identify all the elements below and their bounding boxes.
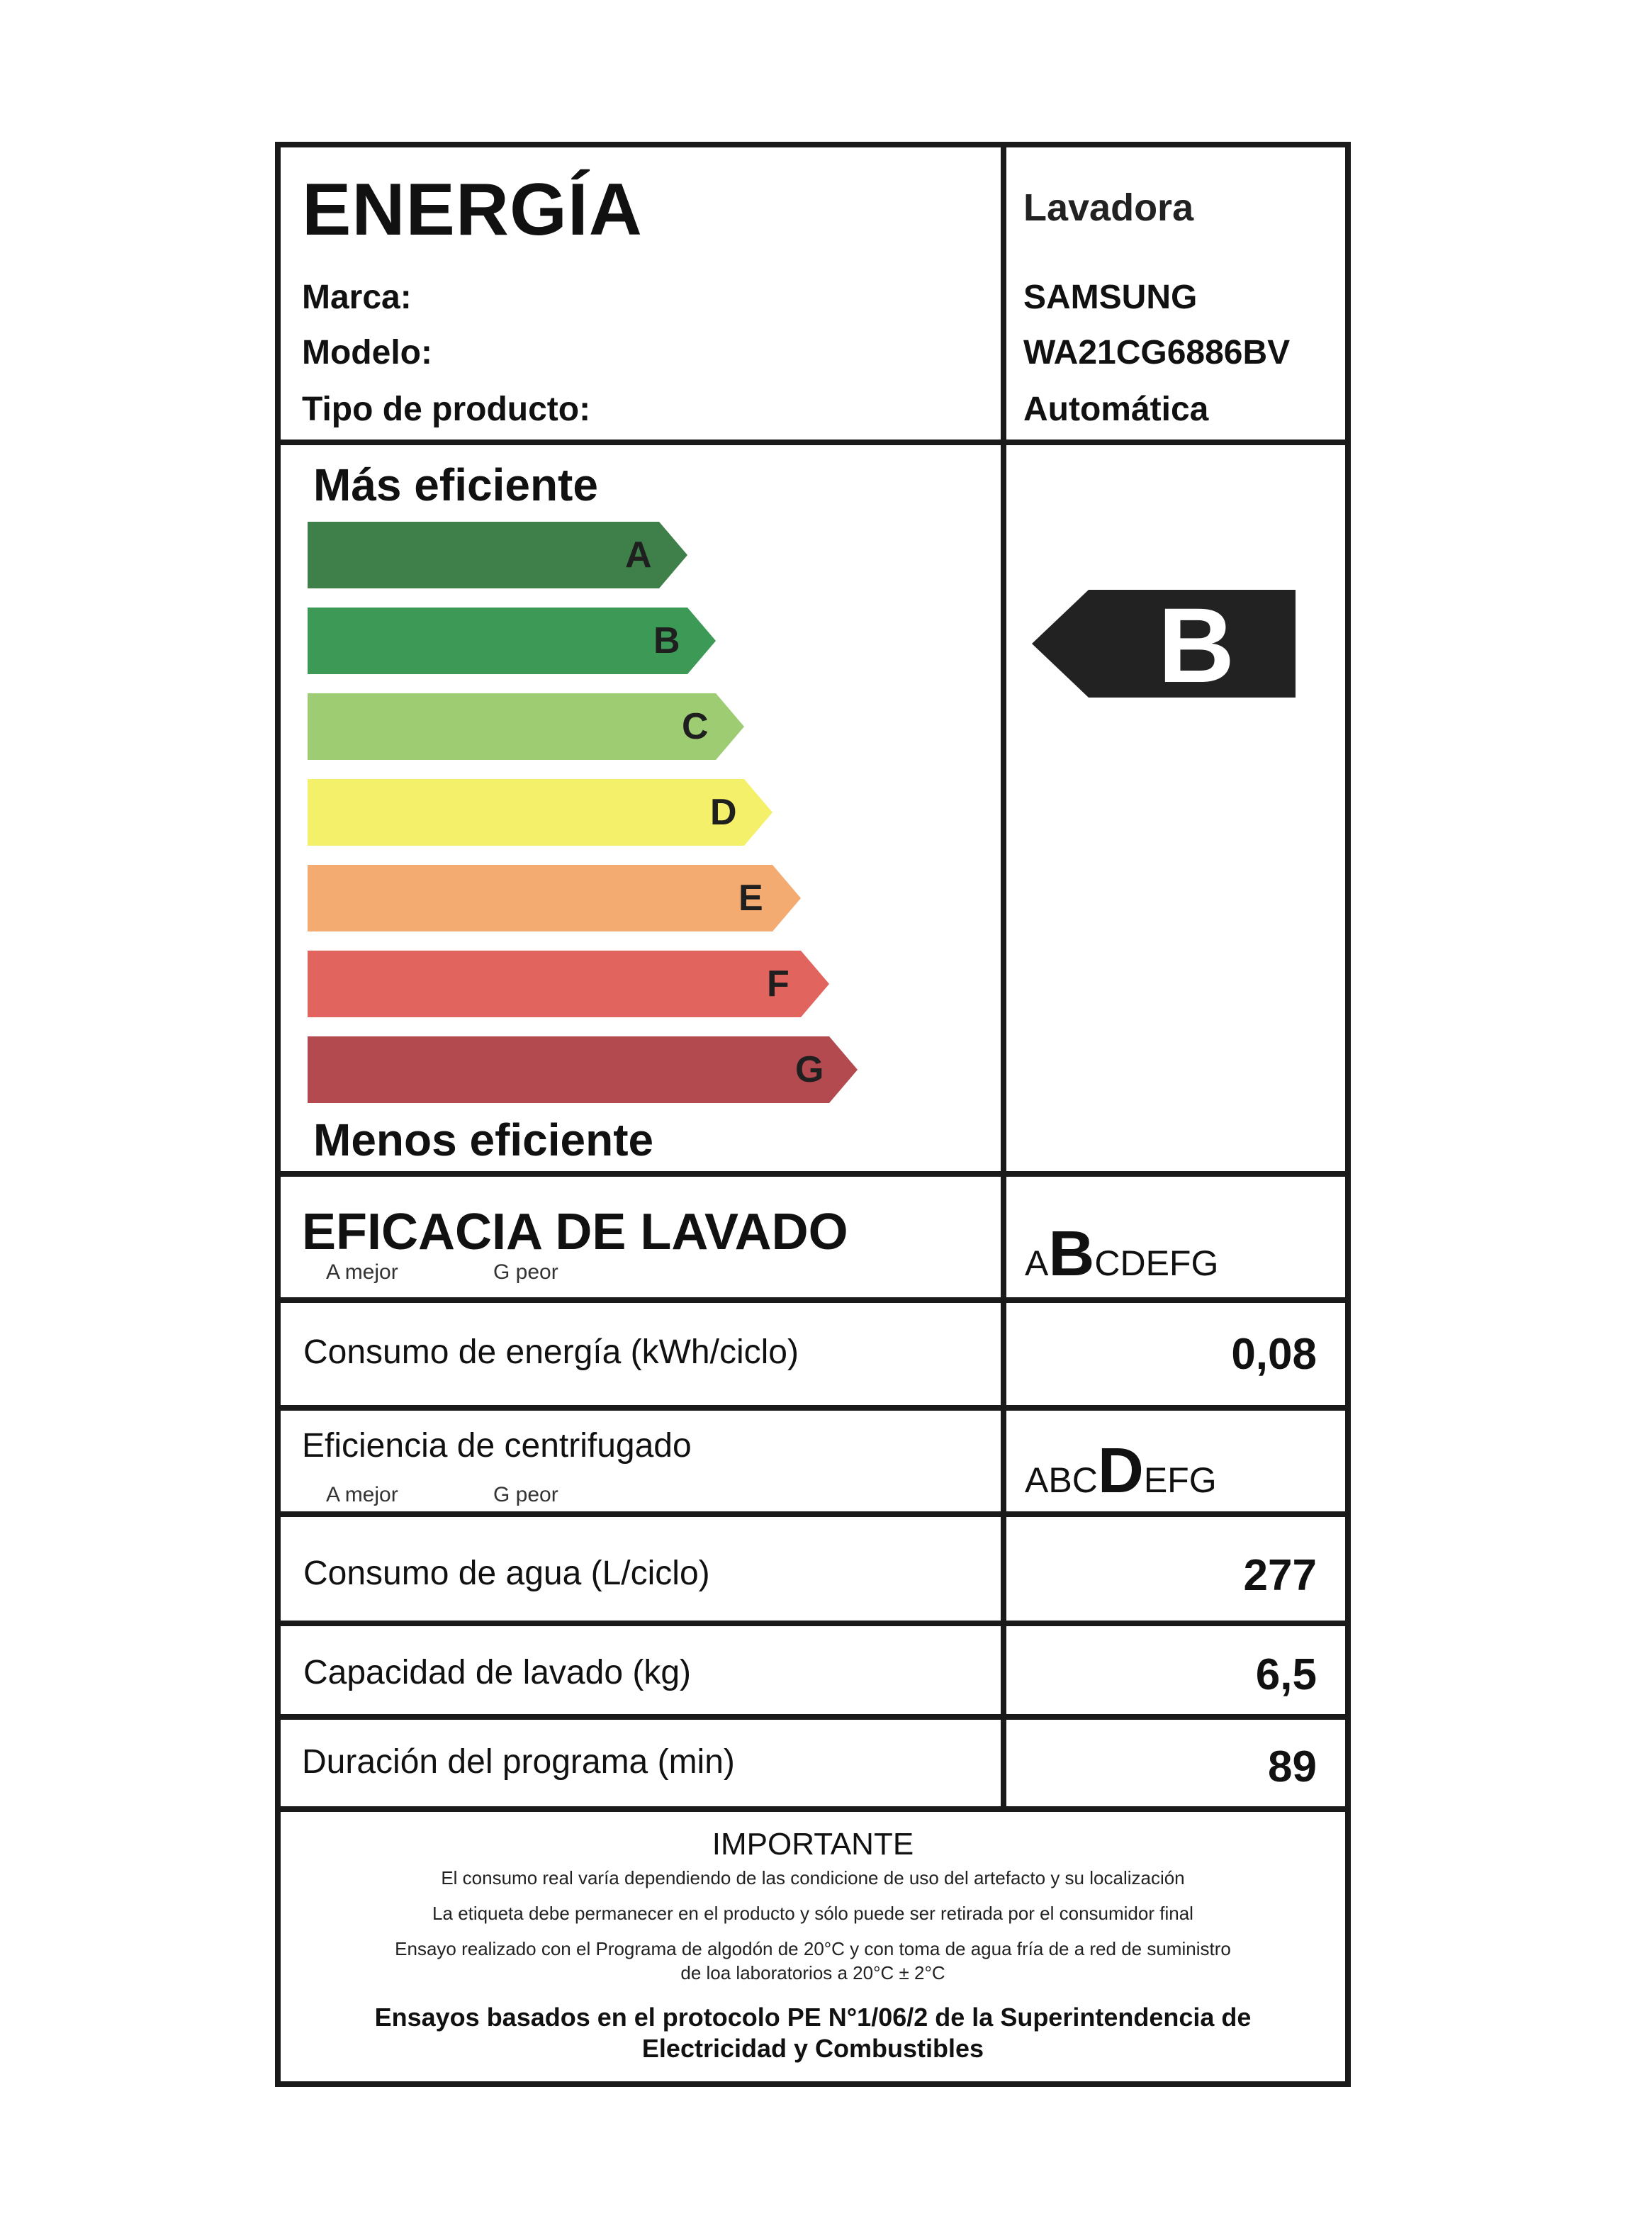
efficiency-bar-b — [308, 608, 716, 674]
spin-efficiency-scale — [1025, 1436, 1217, 1506]
washing-efficacy-scale — [1025, 1219, 1219, 1289]
washing-efficacy-worst: G peor — [493, 1260, 558, 1284]
bar-arrow-tip — [716, 693, 744, 760]
bar-letter: F — [767, 963, 790, 1004]
bar-letter: A — [625, 535, 652, 576]
divider — [281, 1806, 1345, 1812]
protocol-note: Electricidad y Combustibles — [641, 2034, 984, 2063]
bar-letter: C — [682, 706, 709, 747]
product-category: Lavadora — [1023, 186, 1194, 229]
important-title: IMPORTANTE — [712, 1827, 914, 1862]
bar-body — [308, 1036, 829, 1103]
brand-label: Marca: — [302, 279, 412, 316]
spin-efficiency-best: A mejor — [326, 1483, 398, 1506]
efficiency-bar-d — [308, 779, 772, 846]
bar-arrow-tip — [659, 522, 687, 588]
label-title: ENERGÍA — [302, 169, 643, 251]
rating-arrow — [1032, 588, 1301, 702]
rating-letter: B — [1157, 588, 1235, 702]
scale-before: A — [1025, 1243, 1049, 1283]
scale-before: ABC — [1025, 1460, 1098, 1500]
wash-capacity-label: Capacidad de lavado (kg) — [303, 1654, 692, 1691]
important-line: Ensayo realizado con el Programa de algodón de 20°C y con toma de agua fría de a red de suministro — [395, 1938, 1231, 1959]
bar-arrow-tip — [772, 865, 801, 931]
bar-body — [308, 865, 772, 931]
divider — [281, 1405, 1345, 1411]
divider — [281, 1297, 1345, 1303]
efficiency-bar-g — [308, 1036, 858, 1103]
scale-after: EFG — [1143, 1460, 1217, 1500]
program-duration-value: 89 — [1268, 1742, 1317, 1791]
bar-body — [308, 779, 744, 846]
energy-consumption-label: Consumo de energía (kWh/ciclo) — [303, 1333, 799, 1371]
bar-arrow-tip — [829, 1036, 858, 1103]
bar-arrow-tip — [801, 951, 829, 1017]
spin-efficiency-label: Eficiencia de centrifugado — [302, 1427, 692, 1465]
column-divider — [1001, 147, 1006, 1806]
divider — [281, 1511, 1345, 1517]
divider — [281, 1714, 1345, 1720]
model-value: WA21CG6886BV — [1023, 334, 1291, 371]
divider — [281, 440, 1345, 445]
washing-efficacy-best: A mejor — [326, 1260, 398, 1284]
spin-efficiency-worst: G peor — [493, 1483, 558, 1506]
important-line: El consumo real varía dependiendo de las condicione de uso del artefacto y su localización — [441, 1867, 1185, 1888]
efficiency-bar-c — [308, 693, 744, 760]
bar-body — [308, 951, 801, 1017]
bar-letter: G — [795, 1049, 824, 1090]
important-line: La etiqueta debe permanecer en el producto y sólo puede ser retirada por el consumidor final — [432, 1903, 1193, 1924]
model-label: Modelo: — [302, 334, 432, 371]
bar-letter: E — [738, 878, 763, 919]
product-type-value: Automática — [1023, 391, 1209, 428]
washing-efficacy-label: EFICACIA DE LAVADO — [302, 1204, 848, 1260]
scale-highlight: B — [1048, 1219, 1095, 1289]
bar-letter: B — [653, 620, 680, 661]
program-duration-label: Duración del programa (min) — [302, 1743, 735, 1781]
important-line: de loa laboratorios a 20°C ± 2°C — [680, 1962, 945, 1983]
energy-label — [275, 142, 1351, 2087]
efficiency-bar-a — [308, 522, 687, 588]
water-consumption-label: Consumo de agua (L/ciclo) — [303, 1555, 710, 1592]
most-efficient-label: Más eficiente — [313, 459, 598, 510]
bar-letter: D — [710, 792, 737, 833]
bar-body — [308, 608, 687, 674]
energy-consumption-value: 0,08 — [1231, 1330, 1317, 1379]
scale-highlight: D — [1097, 1436, 1144, 1506]
wash-capacity-value: 6,5 — [1255, 1650, 1317, 1699]
bar-body — [308, 693, 716, 760]
bar-arrow-tip — [687, 608, 716, 674]
divider — [281, 1171, 1345, 1177]
scale-after: CDEFG — [1094, 1243, 1219, 1283]
efficiency-bar-e — [308, 865, 801, 931]
water-consumption-value: 277 — [1243, 1551, 1317, 1600]
protocol-note: Ensayos basados en el protocolo PE N°1/06/2 de la Superintendencia de — [374, 2003, 1252, 2032]
least-efficient-label: Menos eficiente — [313, 1114, 654, 1165]
efficiency-bar-f — [308, 951, 829, 1017]
product-type-label: Tipo de producto: — [302, 391, 591, 428]
bar-body — [308, 522, 659, 588]
brand-value: SAMSUNG — [1023, 279, 1198, 316]
divider — [281, 1621, 1345, 1626]
bar-arrow-tip — [744, 779, 772, 846]
